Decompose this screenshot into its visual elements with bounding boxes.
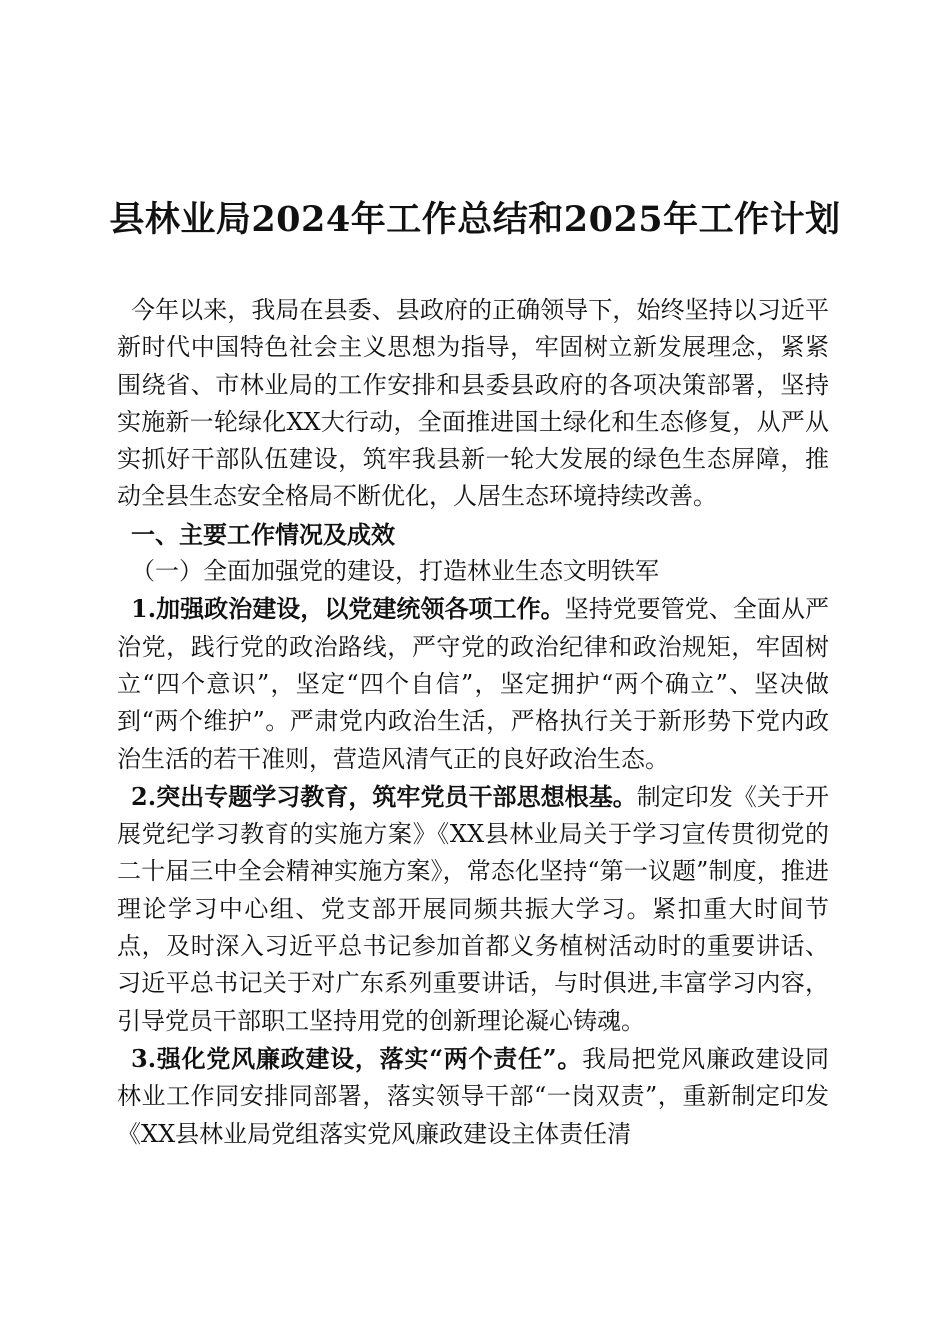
item-text: 制定印发《关于开展党纪学习教育的实施方案》《XX县林业局关于学习宣传贯彻党的二十届三中全会精神实施方案》，常态化坚持“第一议题”制度，推进理论学习中心组、党支部开展同频共振大学习。紧扣重大时间节点，及时深入习近平总书记参加首都义务植树活动时的重要讲话、习近平总书记关于对广东系列重要讲话，与时俱进,丰富学习内容，引导党员干部职工坚持用党的创新理论凝心铸魂。 [117, 782, 829, 1035]
list-item [117, 1040, 829, 1153]
document-body [117, 292, 829, 1153]
subsection-heading: （一）全面加强党的建设，打造林业生态文明铁军 [131, 557, 659, 586]
item-lead: 3.强化党风廉政建设，落实“两个责任”。 [131, 1043, 583, 1073]
item-lead: 2.突出专题学习教育，筑牢党员干部思想根基。 [131, 781, 637, 811]
list-item [117, 778, 829, 1040]
item-lead: 1.加强政治建设，以党建统领各项工作。 [131, 594, 565, 624]
list-item [117, 590, 829, 777]
item-text: 我局把党风廉政建设同林业工作同安排同部署，落实领导干部“一岗双责”，重新制定印发《XX县林业局党组落实党风廉政建设主体责任清 [117, 1044, 829, 1148]
section-heading: 一、主要工作情况及成效 [131, 519, 395, 549]
document-title: 县林业局2024年工作总结和2025年工作计划 [109, 199, 841, 240]
intro-paragraph: 今年以来，我局在县委、县政府的正确领导下，始终坚持以习近平新时代中国特色社会主义思想为指导，牢固树立新发展理念，紧紧围绕省、市林业局的工作安排和县委县政府的各项决策部署，坚持实施新一轮绿化XX大行动，全面推进国土绿化和生态修复，从严从实抓好干部队伍建设，筑牢我县新一轮大发展的绿色生态屏障，推动全县生态安全格局不断优化，人居生态环境持续改善。 [117, 296, 829, 511]
item-text: 坚持党要管党、全面从严治党，践行党的政治路线，严守党的政治纪律和政治规矩，牢固树立“四个意识”，坚定“四个自信”，坚定拥护“两个确立”、坚决做到“两个维护”。严肃党内政治生活，严格执行关于新形势下党内政治生活的若干准则，营造风清气正的良好政治生态。 [117, 595, 829, 773]
